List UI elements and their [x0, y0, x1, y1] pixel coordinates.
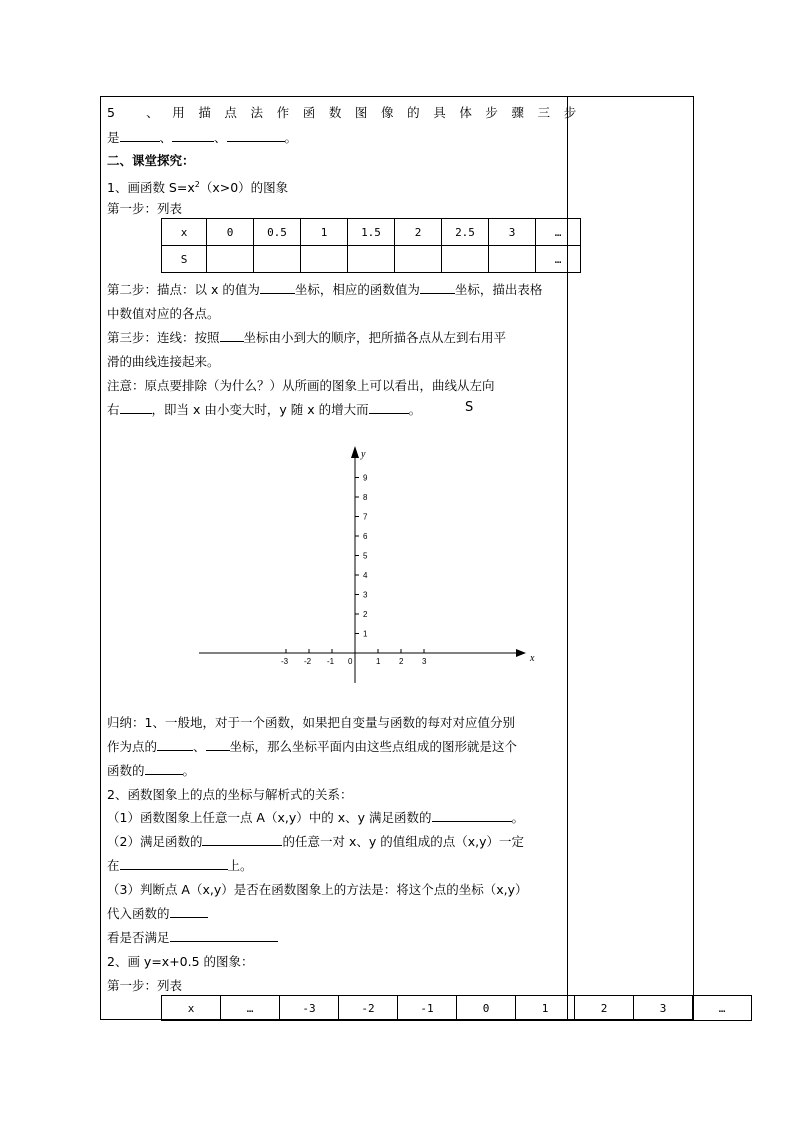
q1-step3: 第三步：连线：按照 坐标由小到大的顺序，把所描各点从左到右用平: [107, 330, 507, 345]
relation-3: （3）判断点 A（x,y）是否在函数图象上的方法是：将这个点的坐标（x,y）: [107, 882, 528, 897]
q1-table-x-cell: 0.5: [254, 219, 301, 246]
q1-table-s-cell[interactable]: [301, 246, 348, 273]
blank[interactable]: [206, 739, 230, 751]
q1-table-s-cell[interactable]: [395, 246, 442, 273]
q1-table-x-cell: 3: [489, 219, 536, 246]
blank[interactable]: [420, 282, 455, 294]
x-tick-label: 1: [376, 657, 381, 666]
x-tick-label: -1: [327, 657, 335, 666]
y-tick-label: 8: [363, 493, 368, 502]
relation-2-cont: 在 上。: [107, 858, 253, 873]
q1-table-x-cell: 0: [207, 219, 254, 246]
q1-table-x-cell: 2: [395, 219, 442, 246]
q1-step1: 第一步：列表: [107, 201, 183, 216]
blank[interactable]: [220, 330, 244, 342]
y-tick-label: 4: [363, 571, 368, 580]
q1-value-table: [161, 218, 581, 273]
q1-table-x-cell: 2.5: [442, 219, 489, 246]
right-column-frame: [567, 96, 694, 1020]
q1-table-s-cell: S: [162, 246, 207, 273]
y-tick-label: 2: [363, 610, 368, 619]
q2-table-cell: -2: [339, 996, 398, 1021]
q1-step3-cont: 滑的曲线连接起来。: [107, 354, 220, 369]
q2-value-table: [161, 995, 752, 1021]
q2-table-cell: 2: [575, 996, 634, 1021]
y-tick-label: 3: [363, 590, 368, 600]
y-tick-label: 6: [363, 532, 368, 541]
q1-table-s-cell[interactable]: [442, 246, 489, 273]
blank[interactable]: [120, 402, 152, 414]
relation-2: （2）满足函数的 的任意一对 x、y 的值组成的点（x,y）一定: [107, 834, 524, 849]
blank[interactable]: [172, 130, 214, 142]
q2-table-cell: -1: [398, 996, 457, 1021]
relation-1: （1）函数图象上任意一点 A（x,y）中的 x、y 满足函数的 。: [107, 810, 525, 825]
step5-line2: 是 、 、 。: [107, 130, 298, 145]
q2-table-cell: x: [162, 996, 221, 1021]
blank[interactable]: [120, 130, 160, 142]
q2-table-cell: -3: [280, 996, 339, 1021]
coordinate-axes: [195, 442, 535, 687]
x-tick-label: 2: [399, 657, 404, 666]
q2-table-cell: 3: [634, 996, 693, 1021]
blank[interactable]: [432, 810, 512, 822]
origin-label: 0: [348, 657, 353, 666]
blank[interactable]: [202, 834, 282, 846]
y-tick-label: 7: [363, 512, 368, 522]
y-axis-label: y: [361, 449, 366, 460]
blank[interactable]: [157, 739, 193, 751]
q1-title: 1、画函数 $S=x^2(x>0)$的图象: [107, 180, 289, 196]
x-tick-label: 3: [422, 657, 427, 666]
blank[interactable]: [260, 282, 295, 294]
relation-3-check: 看是否满足: [107, 930, 278, 946]
q1-table-s-cell[interactable]: [254, 246, 301, 273]
blank[interactable]: [170, 930, 278, 942]
blank[interactable]: [170, 906, 208, 918]
q1-table-x-cell: 1: [301, 219, 348, 246]
q1-table-s-cell: …: [536, 246, 581, 273]
relation-title: 2、函数图象上的点的坐标与解析式的关系：: [107, 787, 353, 802]
q1-table-x-cell: 1.5: [348, 219, 395, 246]
q1-step2: 第二步：描点：以 x 的值为 坐标，相应的函数值为 坐标，描出表格: [107, 282, 543, 297]
q2-title: 2、画 y=x+0.5 的图象：: [107, 954, 254, 969]
q2-table-cell: …: [221, 996, 280, 1021]
summary-line2: 作为点的 、 坐标，那么坐标平面内由这些点组成的图形就是这个: [107, 739, 518, 754]
x-axis-arrow-icon: [516, 649, 526, 657]
relation-3-cont: 代入函数的: [107, 906, 208, 922]
x-tick-label: -2: [304, 657, 312, 666]
summary-line3: 函数的 。: [107, 763, 196, 778]
blank[interactable]: [120, 858, 228, 870]
blank[interactable]: [369, 402, 409, 414]
q1-note-cont: 右 ，即当 x 由小变大时，y 随 x 的增大而 。: [107, 402, 422, 417]
q1-table-s-cell[interactable]: [207, 246, 254, 273]
q1-table-s-cell[interactable]: [348, 246, 395, 273]
y-axis-arrow-icon: [351, 446, 359, 458]
y-tick-label: 9: [363, 473, 368, 483]
q1-step2-cont: 中数值对应的各点。: [107, 306, 220, 321]
q2-table-cell: …: [693, 996, 752, 1021]
q1-table-x-cell: x: [162, 219, 207, 246]
step5-line1: 5 、用描点法作函数图像的具体步骤三步: [107, 105, 590, 120]
summary-line1: 归纳：1、一般地，对于一个函数，如果把自变量与函数的每对对应值分别: [107, 715, 515, 730]
section2-title: 二、课堂探究：: [107, 153, 195, 168]
y-tick-label: 5: [363, 551, 368, 561]
q1-table-x-cell: …: [536, 219, 581, 246]
q2-table-cell: 0: [457, 996, 516, 1021]
q2-step1: 第一步：列表: [107, 978, 183, 993]
x-axis-label: x: [530, 653, 535, 664]
blank[interactable]: [145, 763, 183, 775]
blank[interactable]: [227, 130, 285, 142]
q2-table-cell: 1: [516, 996, 575, 1021]
q1-note: 注意：原点要排除（为什么？）从所画的图象上可以看出，曲线从左向: [107, 378, 495, 393]
x-tick-label: -3: [281, 657, 289, 666]
s-label: S: [465, 400, 474, 415]
q1-table-s-cell[interactable]: [489, 246, 536, 273]
y-tick-label: 1: [363, 629, 368, 639]
